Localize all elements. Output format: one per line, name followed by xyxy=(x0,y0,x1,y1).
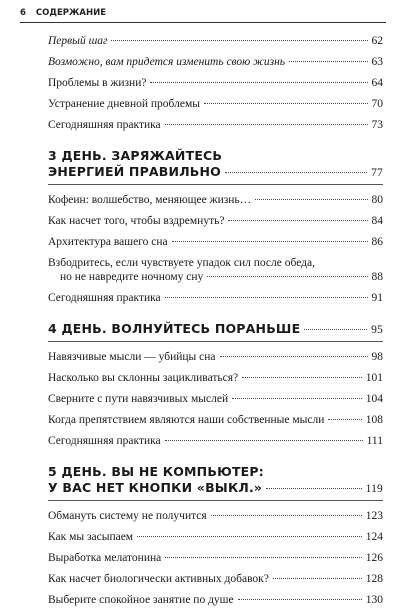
section-rule xyxy=(48,500,383,501)
toc-entry-page: 104 xyxy=(365,393,383,405)
dot-leader xyxy=(165,440,363,441)
dot-leader xyxy=(211,515,362,516)
toc-entry xyxy=(48,392,383,406)
toc-entry xyxy=(48,235,383,249)
toc-entry-title: Насколько вы склонны зацикливаться? xyxy=(48,372,239,384)
toc-entry-title: Как насчет того, чтобы вздремнуть? xyxy=(48,215,225,227)
toc-entry-page: 70 xyxy=(371,98,383,110)
section-heading-row xyxy=(48,480,383,497)
section-heading xyxy=(48,148,383,181)
toc-entry xyxy=(48,371,383,385)
toc-entry-page: 124 xyxy=(365,531,383,543)
dot-leader xyxy=(228,220,367,221)
toc-entry-title-line2: но не навредите ночному сну xyxy=(60,271,204,283)
toc-entry xyxy=(48,55,383,69)
dot-leader xyxy=(304,329,367,330)
toc-entry-title: Навязчивые мысли — убийцы сна xyxy=(48,351,216,363)
toc-entry xyxy=(48,214,383,228)
toc-entry-title: Первый шаг xyxy=(48,35,108,47)
header-page-number: 6 xyxy=(20,8,26,18)
section-rule xyxy=(48,341,383,342)
dot-leader xyxy=(150,82,367,83)
toc-entry-page: 63 xyxy=(371,56,383,68)
section-heading-line1: 4 ДЕНЬ. ВОЛНУЙТЕСЬ ПОРАНЬШЕ xyxy=(48,321,301,336)
dot-leader xyxy=(165,297,368,298)
dot-leader xyxy=(137,536,362,537)
toc-entry xyxy=(48,434,383,448)
dot-leader xyxy=(328,419,361,420)
section-heading-line2: ЭНЕРГИЕЙ ПРАВИЛЬНО xyxy=(48,164,221,179)
section-heading-line2: У ВАС НЕТ КНОПКИ «ВЫКЛ.» xyxy=(48,480,263,495)
toc-entry-title: Как мы засыпаем xyxy=(48,531,134,543)
dot-leader xyxy=(266,488,361,489)
dot-leader xyxy=(238,599,362,600)
dot-leader xyxy=(165,124,368,125)
toc-entry-title: Сегодняшняя практика xyxy=(48,435,161,447)
toc-entry-page: 73 xyxy=(371,119,383,131)
dot-leader xyxy=(225,172,367,173)
toc-entry-title: Кофеин: волшебство, меняющее жизнь… xyxy=(48,194,252,206)
toc-entry-page: 64 xyxy=(371,77,383,89)
toc-entry-title: Устранение дневной проблемы xyxy=(48,98,200,110)
toc-block xyxy=(48,34,383,132)
toc-entry-title: Как насчет биологически активных добавок? xyxy=(48,573,269,585)
toc-entry-page: 126 xyxy=(365,552,383,564)
dot-leader xyxy=(165,557,362,558)
toc-entry xyxy=(48,509,383,523)
toc-entry xyxy=(48,256,383,284)
header-title: СОДЕРЖАНИЕ xyxy=(35,8,107,18)
toc-entry-title: Возможно, вам придется изменить свою жизнь xyxy=(48,56,286,68)
dot-leader xyxy=(172,241,368,242)
dot-leader xyxy=(242,377,362,378)
toc-entry-title-line1: Взбодритесь, если чувствуете упадок сил после обеда, xyxy=(48,257,315,269)
dot-leader xyxy=(220,356,368,357)
running-header xyxy=(20,6,386,20)
toc-entry xyxy=(48,572,383,586)
toc-entry xyxy=(48,34,383,48)
section-heading xyxy=(48,321,383,338)
dot-leader xyxy=(255,199,367,200)
toc-entry-page: 130 xyxy=(365,594,383,606)
toc-entry-title: Архитектура вашего сна xyxy=(48,236,168,248)
section-page-number: 95 xyxy=(371,324,383,336)
section-heading-line1: 3 ДЕНЬ. ЗАРЯЖАЙТЕСЬ xyxy=(48,148,223,163)
toc-entry-title: Сегодняшняя практика xyxy=(48,119,161,131)
dot-leader xyxy=(207,276,367,277)
table-of-contents xyxy=(48,34,383,607)
toc-entry-page: 86 xyxy=(371,236,383,248)
dot-leader xyxy=(232,398,362,399)
section-heading-row xyxy=(48,164,383,181)
toc-entry xyxy=(48,291,383,305)
dot-leader xyxy=(204,103,368,104)
toc-entry xyxy=(48,530,383,544)
section-rule xyxy=(48,184,383,185)
toc-entry-title: Обмануть систему не получится xyxy=(48,510,207,522)
toc-entry-page: 62 xyxy=(371,35,383,47)
toc-entry-title: Проблемы в жизни? xyxy=(48,77,147,89)
toc-block xyxy=(48,321,383,448)
toc-entry-page: 101 xyxy=(365,372,383,384)
toc-entry-page: 111 xyxy=(366,435,383,447)
toc-block xyxy=(48,464,383,607)
dot-leader xyxy=(273,578,362,579)
dot-leader xyxy=(111,40,367,41)
toc-entry-row xyxy=(48,270,383,284)
toc-entry-page: 128 xyxy=(365,573,383,585)
dot-leader xyxy=(289,61,367,62)
toc-entry xyxy=(48,350,383,364)
section-page-number: 77 xyxy=(371,167,383,179)
toc-entry-title: Сегодняшняя практика xyxy=(48,292,161,304)
section-heading-row xyxy=(48,321,383,338)
toc-entry xyxy=(48,413,383,427)
toc-block xyxy=(48,148,383,305)
toc-entry-title: Когда препятствием являются наши собственные мысли xyxy=(48,414,325,426)
toc-entry-page: 88 xyxy=(371,271,383,283)
toc-entry xyxy=(48,97,383,111)
toc-entry-page: 84 xyxy=(371,215,383,227)
toc-entry-title: Выработка мелатонина xyxy=(48,552,162,564)
header-rule xyxy=(20,22,386,23)
toc-entry-page: 108 xyxy=(365,414,383,426)
toc-entry xyxy=(48,551,383,565)
toc-entry-page: 123 xyxy=(365,510,383,522)
toc-entry-title: Сверните с пути навязчивых мыслей xyxy=(48,393,229,405)
toc-entry xyxy=(48,76,383,90)
toc-entry-title: Выберите спокойное занятие по душе xyxy=(48,594,234,606)
toc-entry xyxy=(48,593,383,607)
toc-entry-page: 91 xyxy=(371,292,383,304)
toc-entry-page: 98 xyxy=(371,351,383,363)
section-heading-line1: 5 ДЕНЬ. ВЫ НЕ КОМПЬЮТЕР: xyxy=(48,464,264,479)
section-heading xyxy=(48,464,383,497)
section-page-number: 119 xyxy=(365,483,383,495)
toc-entry xyxy=(48,118,383,132)
toc-entry xyxy=(48,193,383,207)
toc-entry-page: 80 xyxy=(371,194,383,206)
